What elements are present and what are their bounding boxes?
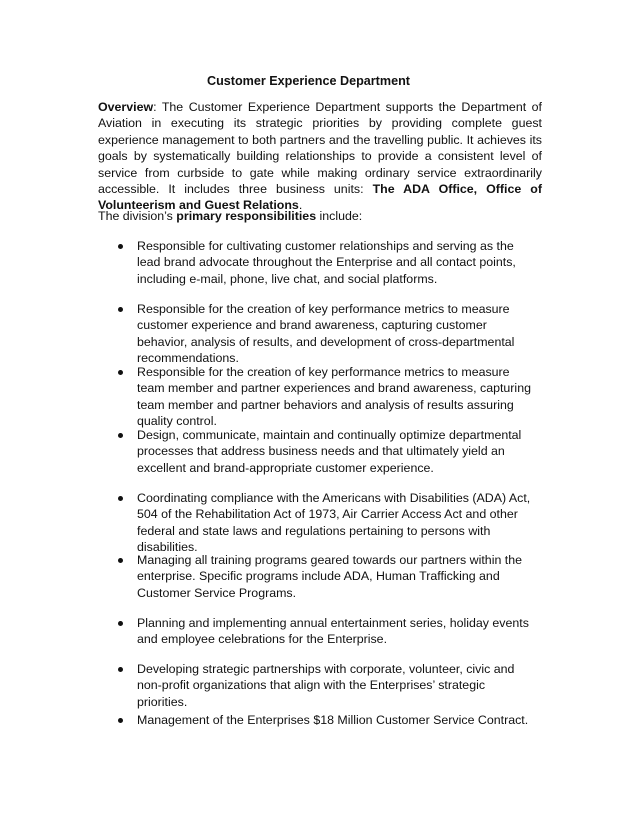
division-prefix: The division’s bbox=[98, 209, 177, 223]
bullet-icon bbox=[118, 244, 123, 249]
list-item-text: Management of the Enterprises $18 Million Customer Service Contract. bbox=[137, 713, 529, 727]
list-item-text: Planning and implementing annual entertainment series, holiday events and employee celebrations for the Enterprise. bbox=[137, 616, 529, 647]
division-intro bbox=[98, 209, 362, 223]
list-item-text: Coordinating compliance with the Americans with Disabilities (ADA) Act, 504 of the Rehabilitation Act of 1973, Air Carrier Access Act and other federal and state laws and regulations pertaining to persons with disabilities. bbox=[137, 491, 531, 555]
bullet-icon bbox=[118, 621, 123, 626]
list-item bbox=[118, 301, 550, 367]
overview-text: The Customer Experience Department supports the Department of Aviation in executing its strategic priorities by providing complete guest experience management to both partners and the travelling public. It achieves its goals by systematically building relationships to provide a consistent level of service from curbside to gate while making ordinary service extraordinarily accessible. It includes three business units: bbox=[98, 100, 542, 197]
overview-label: Overview bbox=[98, 100, 154, 114]
list-item bbox=[118, 661, 550, 710]
bullet-icon bbox=[118, 307, 123, 312]
list-item bbox=[118, 712, 550, 728]
list-item-text: Responsible for the creation of key performance metrics to measure team member and partner experiences and brand awareness, capturing team member and partner behaviors and analysis of results assuring quality control. bbox=[137, 365, 531, 429]
bullet-icon bbox=[118, 496, 123, 501]
bullet-icon bbox=[118, 433, 123, 438]
list-item-text: Responsible for the creation of key performance metrics to measure customer experience and brand awareness, capturing customer behavior, analysis of results, and development of cross-departmental recommendations. bbox=[137, 302, 515, 366]
bullet-icon bbox=[118, 370, 123, 375]
list-item-text: Design, communicate, maintain and continually optimize departmental processes that address business needs and that ultimately yield an excellent and brand-appropriate customer experience. bbox=[137, 428, 522, 475]
bullet-icon bbox=[118, 718, 123, 723]
division-suffix: include: bbox=[316, 209, 363, 223]
bullet-icon bbox=[118, 558, 123, 563]
list-item bbox=[118, 364, 550, 430]
overview-end: . bbox=[298, 198, 303, 213]
list-item-text: Managing all training programs geared towards our partners within the enterprise. Specific programs include ADA, Human Trafficking and Customer Service Programs. bbox=[137, 553, 523, 600]
overview-paragraph bbox=[98, 99, 542, 214]
division-bold: primary responsibilities bbox=[176, 209, 317, 223]
business-units: The ADA Office, Office of Volunteerism and Guest Relations bbox=[98, 182, 542, 213]
list-item bbox=[118, 238, 550, 287]
bullet-icon bbox=[118, 667, 123, 672]
page-title: Customer Experience Department bbox=[207, 74, 410, 88]
overview-separator: : bbox=[153, 100, 157, 114]
list-item bbox=[118, 552, 550, 601]
list-item bbox=[118, 490, 550, 556]
list-item-text: Developing strategic partnerships with corporate, volunteer, civic and non-profit organizations that align with the Enterprises’ strategic priorities. bbox=[137, 662, 515, 709]
list-item-text: Responsible for cultivating customer relationships and serving as the lead brand advocate throughout the Enterprise and all contact points, including e-mail, phone, live chat, and social platforms. bbox=[137, 239, 516, 286]
list-item bbox=[118, 427, 550, 476]
list-item bbox=[118, 615, 550, 648]
